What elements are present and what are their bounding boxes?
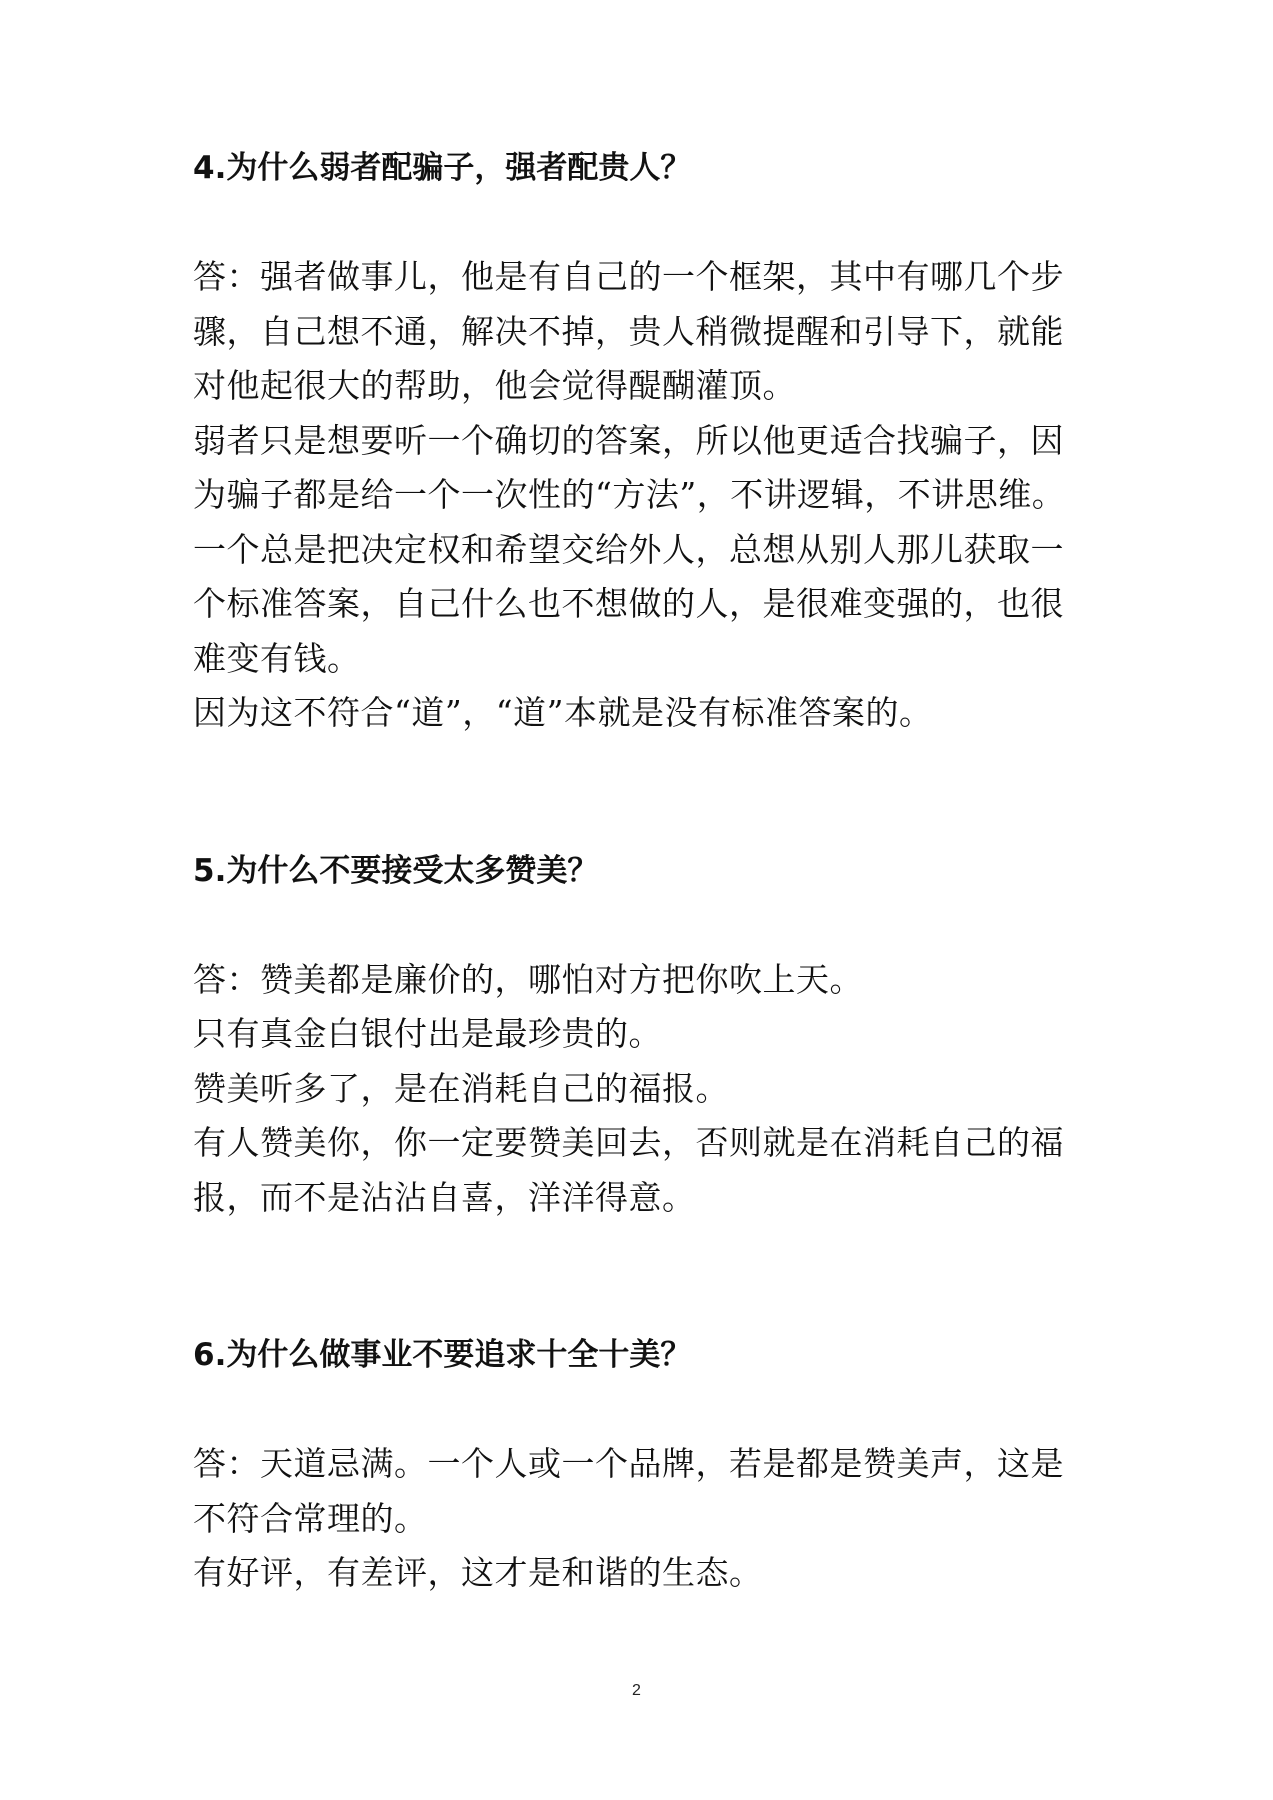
- answer-line: 难变有钱。: [193, 638, 361, 678]
- answer-line: 赞美听多了，是在消耗自己的福报。: [193, 1068, 729, 1108]
- answer-text: [193, 1437, 1093, 1601]
- answer-line: 只有真金白银付出是最珍贵的。: [193, 1014, 662, 1053]
- answer-line: 有好评，有差评，这才是和谐的生态。: [193, 1553, 763, 1592]
- answer-line: 一个总是把决定权和希望交给外人，总想从别人那儿获取一: [193, 529, 1064, 569]
- question-title: 4.为什么弱者配骗子，强者配贵人？: [193, 150, 692, 186]
- qa-section-4: [193, 146, 1093, 741]
- page-number: 2: [632, 1682, 641, 1699]
- question-title: 6.为什么做事业不要追求十全十美？: [193, 1337, 692, 1373]
- answer-line: 因为这不符合“道”，“道”本就是没有标准答案的。: [193, 693, 933, 732]
- answer-line: 骤，自己想不通，解决不掉，贵人稍微提醒和引导下，就能: [193, 311, 1064, 351]
- qa-section-5: [193, 849, 1093, 1226]
- answer-line: 答：强者做事儿，他是有自己的一个框架，其中有哪几个步: [193, 257, 1064, 296]
- answer-line: 为骗子都是给一个一次性的“方法”，不讲逻辑，不讲思维。: [193, 475, 1066, 514]
- answer-line: 报，而不是沾沾自喜，洋洋得意。: [193, 1177, 696, 1217]
- answer-text: [193, 953, 1093, 1226]
- answer-line: 对他起很大的帮助，他会觉得醍醐灌顶。: [193, 366, 796, 405]
- page-content: [193, 146, 1093, 1601]
- question-title: 5.为什么不要接受太多赞美？: [193, 852, 599, 889]
- answer-line: 答：天道忌满。一个人或一个品牌，若是都是赞美声，这是: [193, 1444, 1064, 1483]
- answer-line: 弱者只是想要听一个确切的答案，所以他更适合找骗子，因: [193, 420, 1064, 460]
- answer-line: 个标准答案，自己什么也不想做的人，是很难变强的，也很: [193, 584, 1064, 623]
- answer-text: [193, 250, 1093, 741]
- answer-line: 答：赞美都是廉价的，哪怕对方把你吹上天。: [193, 959, 863, 999]
- answer-line: 不符合常理的。: [193, 1498, 428, 1538]
- qa-section-6: [193, 1333, 1093, 1601]
- answer-line: 有人赞美你，你一定要赞美回去，否则就是在消耗自己的福: [193, 1123, 1064, 1162]
